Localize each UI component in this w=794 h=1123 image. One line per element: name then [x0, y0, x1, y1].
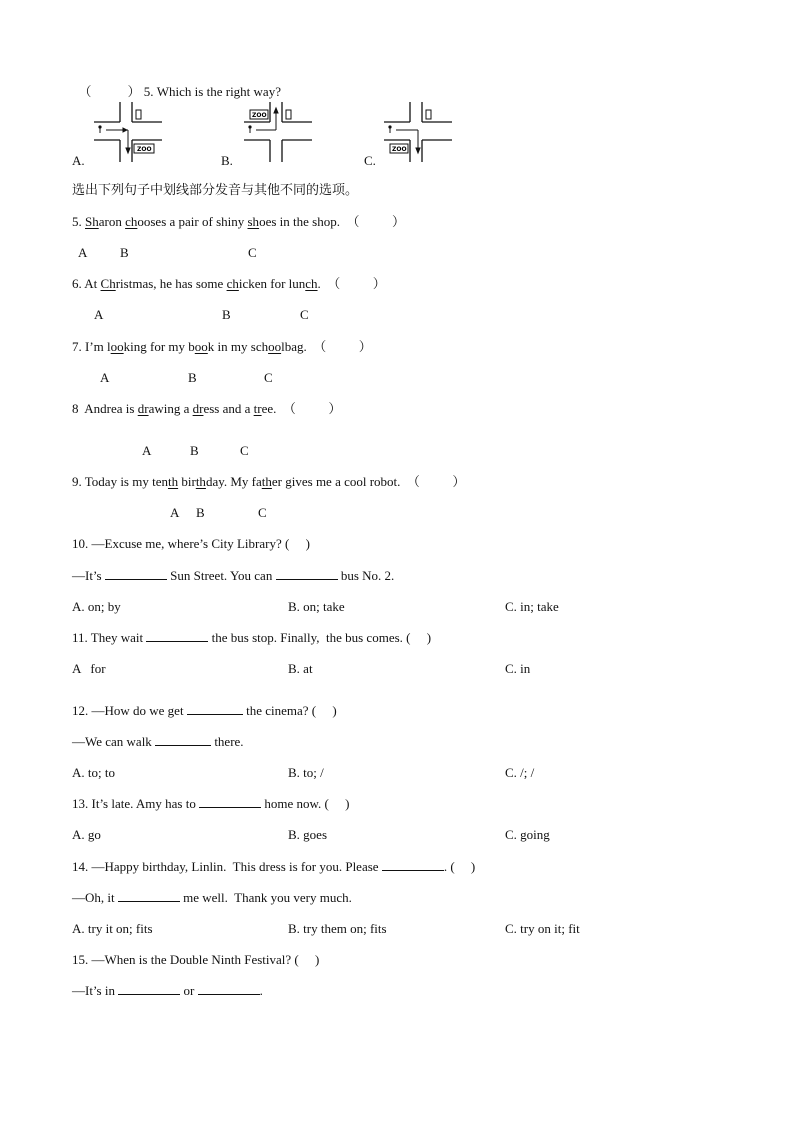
question-text: —Oh, it [72, 890, 118, 905]
sentence-text: . （ ） [317, 276, 386, 291]
answer-option-a[interactable]: A. try it on; fits [72, 921, 153, 936]
route-option-a[interactable]: A. [72, 153, 85, 168]
answer-blank[interactable] [118, 890, 180, 902]
answer-option-b[interactable]: B. try them on; fits [288, 921, 387, 936]
answer-option-a[interactable]: A for [72, 661, 106, 676]
answer-blank[interactable] [146, 630, 208, 642]
sentence-text: 7. I’m l [72, 339, 111, 354]
sentence-text: bir [178, 474, 196, 489]
question-text: 11. They wait [72, 630, 147, 645]
q5-route-prompt [72, 68, 281, 100]
answer-option-c[interactable]: C. /; / [505, 765, 535, 780]
building-icon [426, 110, 431, 119]
answer-option-b[interactable]: B. to; / [288, 765, 324, 780]
question-text: 14. —Happy birthday, Linlin. This dress is for you. Please [72, 859, 382, 874]
pron-question-9 [72, 474, 465, 490]
zoo-label: ZOO [392, 146, 407, 153]
option-letter-b[interactable]: B [190, 443, 199, 458]
route-map-c [382, 100, 454, 166]
answer-option-b[interactable]: B. at [288, 661, 313, 676]
question-text: me well. Thank you very much. [179, 890, 352, 905]
option-letter-c[interactable]: C [264, 370, 273, 385]
question-13 [72, 796, 349, 812]
underlined-sound: th [195, 474, 206, 489]
question-text: 12. —How do we get [72, 703, 187, 718]
question-14 [72, 859, 475, 875]
question-12 [72, 703, 337, 719]
sentence-text: ess and a [203, 401, 254, 416]
sentence-text: icken for lun [238, 276, 306, 291]
question-line-14 [72, 890, 352, 906]
sentence-text: 6. At [72, 276, 101, 291]
question-11 [72, 630, 431, 646]
route-map-b [242, 100, 314, 166]
sentence-text: er gives me a cool robot. （ ） [271, 474, 466, 489]
sentence-text: awing a [148, 401, 193, 416]
underlined-sound: ch [125, 214, 138, 229]
sentence-text: ee. （ ） [261, 401, 342, 416]
answer-option-c[interactable]: C. in; take [505, 599, 559, 614]
sentence-text: 8 Andrea is [72, 401, 138, 416]
sentence-text: day. My fa [205, 474, 262, 489]
pron-question-7 [72, 339, 372, 355]
option-letter-a[interactable]: A [100, 370, 110, 385]
question-line-12 [72, 734, 244, 750]
question-text: the cinema? ( ) [242, 703, 337, 718]
option-letter-c[interactable]: C [258, 505, 267, 520]
sentence-text: k in my sch [207, 339, 269, 354]
option-letter-b[interactable]: B [196, 505, 205, 520]
answer-blank[interactable] [276, 568, 338, 580]
pron-question-8 [72, 401, 341, 417]
answer-blank[interactable] [118, 983, 180, 995]
answer-option-b[interactable]: B. goes [288, 827, 327, 842]
question-text: there. [211, 734, 244, 749]
zoo-label: ZOO [137, 146, 152, 153]
underlined-sound: Sh [85, 214, 99, 229]
answer-paren-close: ） [127, 84, 141, 99]
option-letter-c[interactable]: C [300, 307, 309, 322]
question-text: . [259, 983, 263, 998]
underlined-sound: th [261, 474, 272, 489]
option-letter-b[interactable]: B [120, 245, 129, 260]
question-10 [72, 536, 310, 552]
answer-option-a[interactable]: A. go [72, 827, 101, 842]
option-letter-b[interactable]: B [188, 370, 197, 385]
question-text: . ( ) [443, 859, 476, 874]
answer-blank[interactable] [105, 568, 167, 580]
answer-option-c[interactable]: C. in [505, 661, 531, 676]
underlined-sound: ch [305, 276, 318, 291]
route-option-c[interactable]: C. [364, 153, 376, 168]
option-letter-a[interactable]: A [78, 245, 88, 260]
question-text: 15. —When is the Double Ninth Festival? ( ) [72, 952, 320, 967]
answer-blank[interactable] [198, 983, 260, 995]
route-option-b[interactable]: B. [221, 153, 233, 168]
question-line-10 [72, 568, 394, 584]
pron-question-6 [72, 276, 386, 292]
question-text: 13. It’s late. Amy has to [72, 796, 200, 811]
sentence-text: aron [98, 214, 126, 229]
underlined-sound: sh [247, 214, 260, 229]
section-title: 选出下列句子中划线部分发音与其他不同的选项。 [72, 183, 359, 198]
option-letter-c[interactable]: C [248, 245, 257, 260]
sentence-text: ooses a pair of shiny [137, 214, 248, 229]
sentence-text: king for my b [123, 339, 195, 354]
sentence-text: oes in the shop. （ ） [259, 214, 405, 229]
underlined-sound: oo [110, 339, 124, 354]
underlined-sound: dr [137, 401, 149, 416]
answer-paren-open: （ [78, 84, 92, 99]
underlined-sound: tr [253, 401, 262, 416]
underlined-sound: Ch [100, 276, 116, 291]
question-line-15 [72, 983, 263, 999]
underlined-sound: ch [226, 276, 239, 291]
question-15 [72, 952, 319, 968]
question-text: the bus stop. Finally, the bus comes. ( ) [208, 630, 432, 645]
sentence-text: 5. [72, 214, 85, 229]
underlined-sound: oo [194, 339, 208, 354]
option-letter-c[interactable]: C [240, 443, 249, 458]
question-text: —We can walk [72, 734, 156, 749]
option-letter-a[interactable]: A [94, 307, 104, 322]
building-icon [136, 110, 141, 119]
answer-option-a[interactable]: A. to; to [72, 765, 115, 780]
underlined-sound: oo [268, 339, 282, 354]
option-letter-a[interactable]: A [142, 443, 152, 458]
sentence-text: 9. Today is my ten [72, 474, 168, 489]
zoo-label: ZOO [252, 112, 267, 119]
answer-option-b[interactable]: B. on; take [288, 599, 345, 614]
answer-blank[interactable] [155, 734, 211, 746]
question-text: or [180, 983, 198, 998]
question-text: —It’s [72, 568, 105, 583]
answer-blank[interactable] [382, 859, 444, 871]
answer-blank[interactable] [187, 703, 243, 715]
q5-question-text: 5. Which is the right way? [140, 84, 281, 99]
sentence-text: ristmas, he has some [115, 276, 227, 291]
question-text: bus No. 2. [337, 568, 395, 583]
pron-question-5 [72, 214, 405, 230]
answer-blank[interactable] [199, 796, 261, 808]
sentence-text: lbag. （ ） [281, 339, 372, 354]
option-letter-b[interactable]: B [222, 307, 231, 322]
question-text: 10. —Excuse me, where’s City Library? ( ) [72, 536, 310, 551]
question-text: —It’s in [72, 983, 119, 998]
underlined-sound: th [167, 474, 179, 489]
route-map-a [92, 100, 164, 166]
option-letter-a[interactable]: A [170, 505, 180, 520]
underlined-sound: dr [192, 401, 204, 416]
building-icon [286, 110, 291, 119]
question-text: home now. ( ) [261, 796, 350, 811]
answer-option-c[interactable]: C. try on it; fit [505, 921, 580, 936]
answer-option-a[interactable]: A. on; by [72, 599, 121, 614]
question-text: Sun Street. You can [166, 568, 276, 583]
answer-option-c[interactable]: C. going [505, 827, 550, 842]
